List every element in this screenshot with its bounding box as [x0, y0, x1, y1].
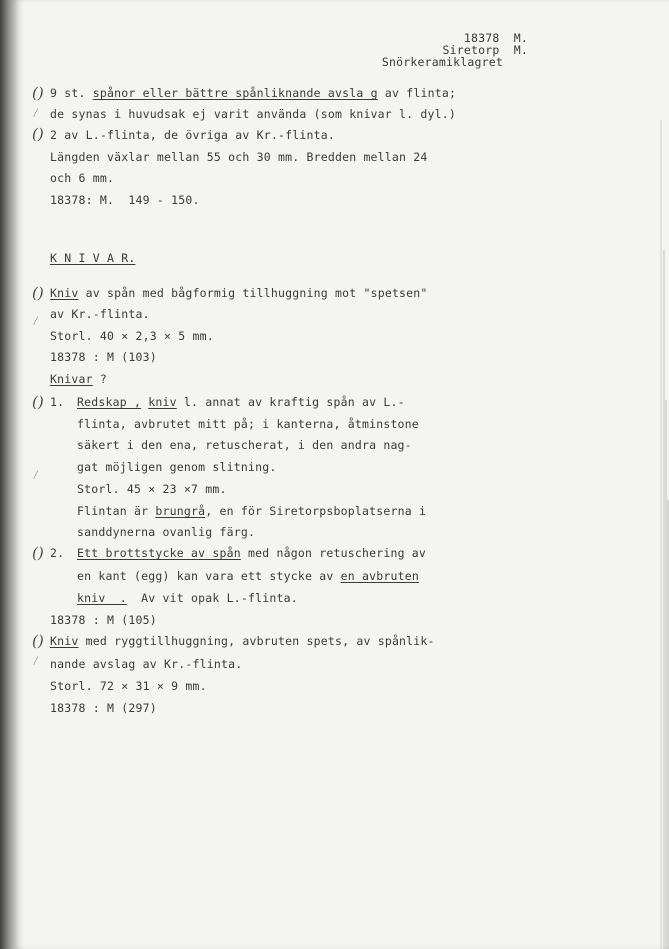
margin-mark: () — [32, 544, 44, 562]
header-layer: Snörkeramiklagret — [381, 55, 503, 69]
text-line: Storl. 45 × 23 ×7 mm. — [77, 482, 227, 496]
margin-tick: / — [34, 656, 38, 667]
text-line: och 6 mm. — [50, 171, 115, 185]
text-line: Storl. 72 × 31 × 9 mm. — [50, 679, 207, 693]
text-line: Ett brottstycke av spån med någon retuschering av — [77, 546, 427, 560]
catalog-ref: 18378 : M (297) — [50, 701, 157, 715]
text-line: Redskap , kniv l. annat av kraftig spån av L.- — [77, 395, 405, 409]
text-line: av Kr.-flinta. — [50, 307, 150, 321]
section-heading: K N I V A R. — [50, 251, 136, 265]
page-edge-stack — [569, 0, 669, 949]
margin-tick: / — [34, 316, 38, 327]
margin-tick: / — [34, 470, 38, 481]
catalog-ref: 18378 : M (103) — [50, 350, 157, 364]
text-line: Kniv av spån med bågformig tillhuggning mot "spetsen" — [50, 286, 428, 300]
text-line: Kniv med ryggtillhuggning, avbruten spets, av spånlik- — [50, 634, 435, 648]
catalog-ref: 18378: M. 149 - 150. — [50, 193, 200, 207]
catalog-ref: 18378 : M (105) — [50, 613, 157, 627]
text-line: Knivar ? — [50, 372, 107, 386]
text-line: de synas i huvudsak ej varit använda (som knivar l. dyl.) — [50, 107, 457, 121]
item-number: 1. — [50, 395, 65, 409]
text-line: nande avslag av Kr.-flinta. — [50, 657, 243, 671]
document-page — [14, 0, 669, 949]
text-line: flinta, avbrutet mitt på; i kanterna, åtminstone — [77, 417, 419, 431]
text-line: säkert i den ena, retuscherat, i den andra nag- — [77, 438, 412, 452]
text-line: Flintan är brungrå, en för Siretorpsboplatserna i — [77, 504, 427, 518]
margin-mark: () — [32, 632, 44, 650]
text-line: kniv . Av vit opak L.-flinta. — [77, 591, 298, 605]
book-binding — [0, 0, 14, 949]
margin-mark: () — [32, 84, 44, 102]
margin-mark: () — [32, 125, 44, 143]
margin-mark: () — [32, 393, 44, 411]
text-line: sanddynerna ovanlig färg. — [77, 525, 256, 539]
header-catalog-number: 18378 M. — [463, 31, 528, 45]
header-site: Siretorp M. — [442, 43, 528, 57]
text-line: Storl. 40 × 2,3 × 5 mm. — [50, 329, 214, 343]
margin-mark: () — [32, 284, 44, 302]
text-line: 9 st. spånor eller bättre spånliknande avsla g av flinta; — [50, 86, 457, 100]
text-line: Längden växlar mellan 55 och 30 mm. Bredden mellan 24 — [50, 150, 428, 164]
item-number: 2. — [50, 546, 65, 560]
text-line: en kant (egg) kan vara ett stycke av en avbruten — [77, 569, 419, 583]
text-line: gat möjligen genom slitning. — [77, 460, 277, 474]
text-line: 2 av L.-flinta, de övriga av Kr.-flinta. — [50, 128, 335, 142]
margin-tick: / — [34, 108, 38, 119]
